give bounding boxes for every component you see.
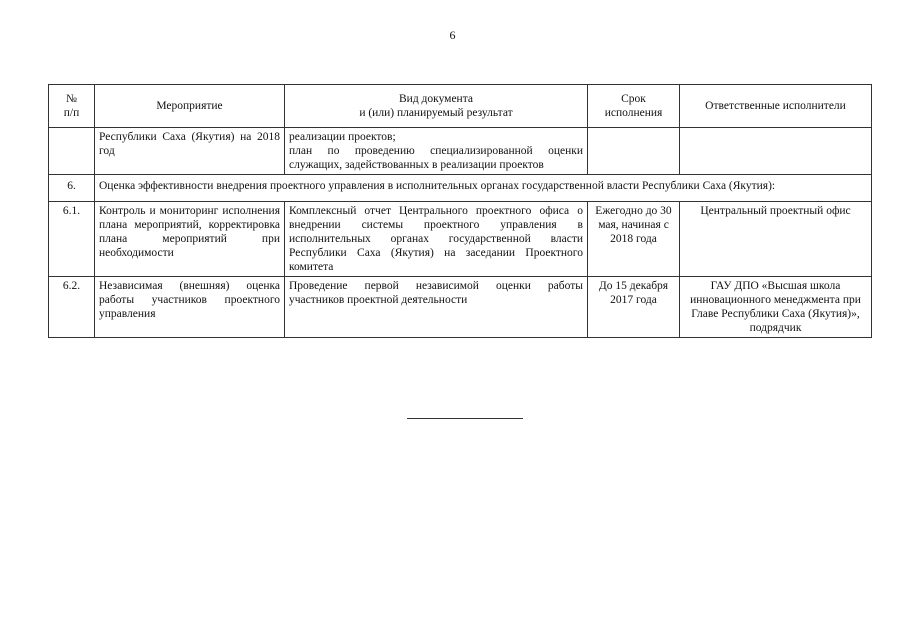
row-event: Независимая (внешняя) оценка работы участников проектного управления (95, 277, 285, 338)
header-responsible: Ответственные исполнители (680, 85, 872, 128)
row-deadline: До 15 декабря 2017 года (588, 277, 680, 338)
header-deadline: Срок исполнения (588, 85, 680, 128)
header-number: № п/п (49, 85, 95, 128)
row-number (49, 128, 95, 175)
row-responsible: ГАУ ДПО «Высшая школа инновационного менеджмента при Главе Республики Саха (Якутия)», подрядчик (680, 277, 872, 338)
row-result: Проведение первой независимой оценки работы участников проектной деятельности (285, 277, 588, 338)
header-event: Мероприятие (95, 85, 285, 128)
row-deadline: Ежегодно до 30 мая, начиная с 2018 года (588, 202, 680, 277)
row-event: Республики Саха (Якутия) на 2018 год (95, 128, 285, 175)
table-row (49, 202, 872, 277)
action-plan-table (48, 84, 872, 338)
section-number: 6. (49, 175, 95, 202)
section-title: Оценка эффективности внедрения проектного управления в исполнительных органах государственной власти Республики Саха (Якутия): (95, 175, 872, 202)
table-header-row (49, 85, 872, 128)
table-row (49, 277, 872, 338)
row-event: Контроль и мониторинг исполнения плана мероприятий, корректировка плана мероприятий при необходимости (95, 202, 285, 277)
row-deadline (588, 128, 680, 175)
closing-divider-line (407, 418, 523, 419)
page-number: 6 (449, 28, 456, 42)
table-row (49, 128, 872, 175)
row-responsible: Центральный проектный офис (680, 202, 872, 277)
section-row (49, 175, 872, 202)
header-result: Вид документа и (или) планируемый результат (285, 85, 588, 128)
row-result: Комплексный отчет Центрального проектного офиса о внедрении системы проектного управления в исполнительных органах государственной власти Республики Саха (Якутия) на заседании Проектного комитета (285, 202, 588, 277)
row-result: реализации проектов; план по проведению специализированной оценки служащих, задействованных в реализации проектов (285, 128, 588, 175)
row-number: 6.2. (49, 277, 95, 338)
row-number: 6.1. (49, 202, 95, 277)
row-responsible (680, 128, 872, 175)
